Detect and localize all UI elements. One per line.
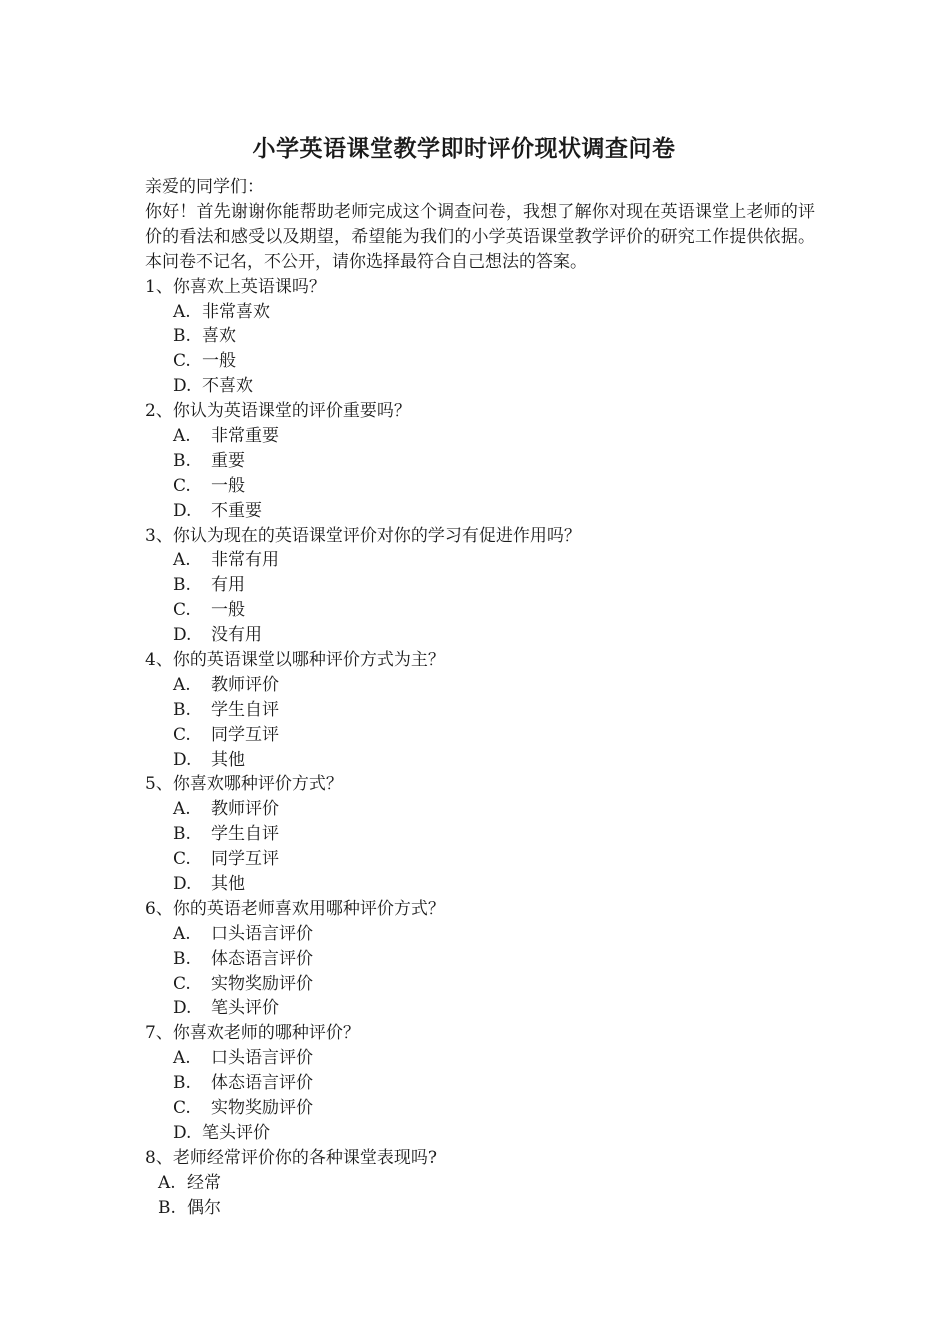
option-letter: B.	[173, 1073, 191, 1094]
question-list	[145, 275, 815, 1221]
answer-option	[145, 1046, 815, 1071]
option-letter: B.	[173, 326, 191, 347]
answer-option	[145, 1171, 815, 1196]
option-text: 实物奖励评价	[211, 1098, 313, 1118]
option-text: 一般	[202, 351, 236, 372]
question-text: 5、你喜欢哪种评价方式？	[145, 774, 343, 795]
option-text: 笔头评价	[202, 1122, 270, 1143]
option-letter: D.	[173, 500, 192, 521]
question-text: 3、你认为现在的英语课堂评价对你的学习有促进作用吗？	[145, 525, 581, 546]
answer-option	[145, 474, 815, 499]
answer-option	[145, 748, 815, 773]
option-letter: B.	[173, 699, 191, 720]
option-letter: A.	[173, 301, 191, 322]
option-letter: B.	[158, 1197, 176, 1218]
answer-option	[145, 349, 815, 374]
answer-option	[145, 872, 815, 897]
option-letter: C.	[173, 1098, 191, 1118]
option-letter: D.	[173, 1122, 192, 1143]
option-letter: C.	[173, 724, 191, 745]
option-letter: A.	[173, 550, 191, 571]
option-text: 重要	[211, 450, 245, 471]
option-text: 同学互评	[211, 849, 279, 870]
answer-option	[145, 822, 815, 847]
option-letter: C.	[173, 475, 191, 496]
option-letter: C.	[173, 600, 191, 621]
question-block	[145, 524, 815, 648]
option-letter: A.	[173, 799, 191, 820]
answer-option	[145, 947, 815, 972]
option-letter: D.	[173, 625, 192, 646]
option-letter: C.	[173, 973, 191, 994]
option-letter: D.	[173, 749, 192, 770]
option-text: 体态语言评价	[211, 948, 313, 969]
answer-option	[145, 673, 815, 698]
option-text: 非常重要	[211, 425, 279, 446]
option-text: 实物奖励评价	[211, 973, 313, 994]
option-letter: C.	[173, 351, 191, 372]
option-letter: A.	[173, 1048, 191, 1069]
option-text: 教师评价	[211, 799, 279, 820]
option-text: 一般	[211, 600, 245, 621]
option-letter: B.	[173, 824, 191, 845]
answer-option	[145, 797, 815, 822]
question-block	[145, 1146, 815, 1221]
question-block	[145, 1021, 815, 1145]
option-text: 有用	[211, 575, 245, 596]
answer-option	[145, 424, 815, 449]
answer-option	[145, 1121, 815, 1146]
option-text: 非常喜欢	[202, 301, 270, 322]
question-text: 8、老师经常评价你的各种课堂表现吗?	[145, 1147, 437, 1168]
answer-option	[145, 996, 815, 1021]
option-letter: B.	[173, 450, 191, 471]
option-text: 口头语言评价	[211, 1048, 313, 1069]
option-text: 偶尔	[187, 1197, 221, 1218]
answer-option	[145, 548, 815, 573]
question-block	[145, 399, 815, 523]
answer-option	[145, 598, 815, 623]
option-text: 体态语言评价	[211, 1073, 313, 1094]
answer-option	[145, 499, 815, 524]
question-text: 1、你喜欢上英语课吗？	[145, 276, 326, 297]
answer-option	[145, 623, 815, 648]
option-text: 经常	[187, 1172, 221, 1193]
answer-option	[145, 449, 815, 474]
question-block	[145, 772, 815, 896]
option-text: 没有用	[211, 625, 262, 646]
option-text: 同学互评	[211, 724, 279, 745]
option-text: 不喜欢	[202, 376, 253, 397]
option-letter: A.	[173, 923, 191, 944]
answer-option	[145, 1196, 815, 1221]
question-text: 6、你的英语老师喜欢用哪种评价方式？	[145, 898, 445, 919]
option-letter: B.	[173, 948, 191, 969]
option-text: 学生自评	[211, 824, 279, 845]
option-letter: A.	[173, 425, 191, 446]
option-text: 学生自评	[211, 699, 279, 720]
option-letter: D.	[173, 873, 192, 894]
answer-option	[145, 698, 815, 723]
option-text: 其他	[211, 749, 245, 770]
option-letter: A.	[158, 1172, 176, 1193]
option-letter: A.	[173, 674, 191, 695]
question-block	[145, 648, 815, 772]
option-text: 其他	[211, 873, 245, 894]
question-text: 2、你认为英语课堂的评价重要吗？	[145, 401, 411, 422]
option-text: 喜欢	[202, 326, 236, 347]
document-body	[145, 175, 815, 1220]
answer-option	[145, 1071, 815, 1096]
answer-option	[145, 300, 815, 325]
greeting-line: 亲爱的同学们：	[145, 177, 264, 197]
answer-option	[145, 324, 815, 349]
question-block	[145, 275, 815, 399]
question-text: 4、你的英语课堂以哪种评价方式为主？	[145, 649, 445, 670]
answer-option	[145, 922, 815, 947]
answer-option	[145, 847, 815, 872]
option-letter: B.	[173, 575, 191, 596]
answer-option	[145, 374, 815, 399]
option-letter: C.	[173, 849, 191, 870]
option-text: 口头语言评价	[211, 923, 313, 944]
answer-option	[145, 1096, 815, 1121]
answer-option	[145, 972, 815, 997]
document-title: 小学英语课堂教学即时评价现状调查问卷	[252, 135, 676, 162]
intro-paragraph: 你好！首先谢谢你能帮助老师完成这个调查问卷，我想了解你对现在英语课堂上老师的评价的看法和感受以及期望，希望能为我们的小学英语课堂教学评价的研究工作提供依据。本问卷不记名，不公开，请你选择最符合自己想法的答案。	[145, 201, 815, 272]
answer-option	[145, 723, 815, 748]
option-text: 教师评价	[211, 674, 279, 695]
option-text: 一般	[211, 475, 245, 496]
option-text: 不重要	[211, 500, 262, 521]
question-text: 7、你喜欢老师的哪种评价？	[145, 1023, 360, 1044]
answer-option	[145, 573, 815, 598]
option-text: 非常有用	[211, 550, 279, 571]
option-letter: D.	[173, 998, 192, 1019]
option-text: 笔头评价	[211, 998, 279, 1019]
question-block	[145, 897, 815, 1021]
option-letter: D.	[173, 376, 192, 397]
